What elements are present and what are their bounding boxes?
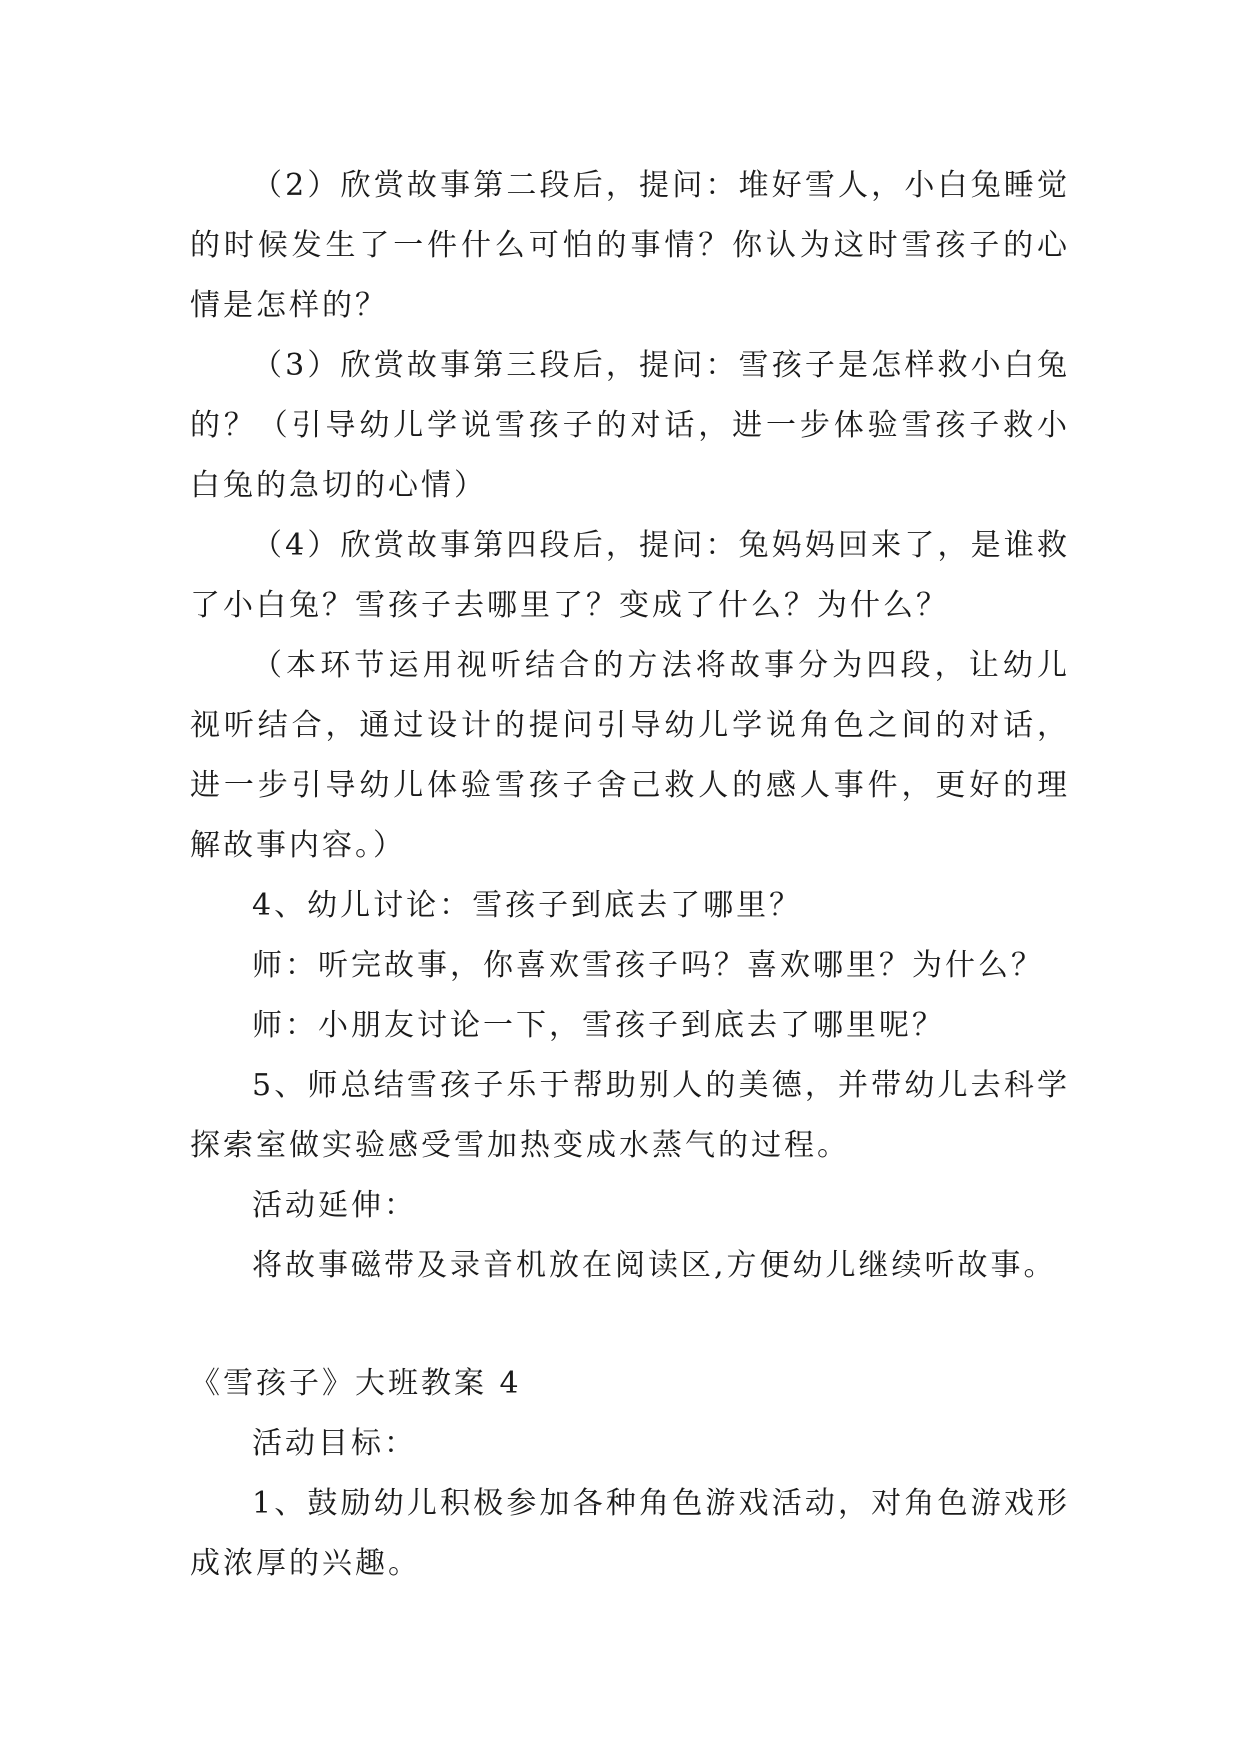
paragraph-extension-heading: 活动延伸： — [252, 1188, 417, 1223]
paragraph-discussion: 4、幼儿讨论：雪孩子到底去了哪里？ — [252, 888, 803, 923]
section-title: 《雪孩子》大班教案 4 — [190, 1366, 522, 1401]
document-body — [190, 156, 1070, 1594]
paragraph-goals-heading: 活动目标： — [252, 1426, 417, 1461]
paragraph-section-note: （本环节运用视听结合的方法将故事分为四段，让幼儿视听结合，通过设计的提问引导幼儿学说角色之间的对话，进一步引导幼儿体验雪孩子舍己救人的感人事件，更好的理解故事内容。） — [190, 648, 1070, 863]
paragraph-story-part-4-question: （4）欣赏故事第四段后，提问：兔妈妈回来了，是谁救了小白兔？雪孩子去哪里了？变成了什么？为什么？ — [190, 528, 1070, 623]
paragraph-extension-content: 将故事磁带及录音机放在阅读区,方便幼儿继续听故事。 — [252, 1248, 1057, 1283]
paragraph-summary: 5、师总结雪孩子乐于帮助别人的美德，并带幼儿去科学探索室做实验感受雪加热变成水蒸气的过程。 — [190, 1068, 1070, 1163]
paragraph-teacher-question-2: 师：小朋友讨论一下，雪孩子到底去了哪里呢？ — [252, 1008, 945, 1043]
paragraph-goal-1: 1、鼓励幼儿积极参加各种角色游戏活动，对角色游戏形成浓厚的兴趣。 — [190, 1486, 1070, 1581]
paragraph-teacher-question-1: 师：听完故事，你喜欢雪孩子吗？喜欢哪里？为什么？ — [252, 948, 1044, 983]
paragraph-story-part-3-question: （3）欣赏故事第三段后，提问：雪孩子是怎样救小白兔的？（引导幼儿学说雪孩子的对话，进一步体验雪孩子救小白兔的急切的心情） — [190, 348, 1070, 503]
paragraph-story-part-2-question: （2）欣赏故事第二段后，提问：堆好雪人，小白兔睡觉的时候发生了一件什么可怕的事情？你认为这时雪孩子的心情是怎样的？ — [190, 168, 1070, 323]
